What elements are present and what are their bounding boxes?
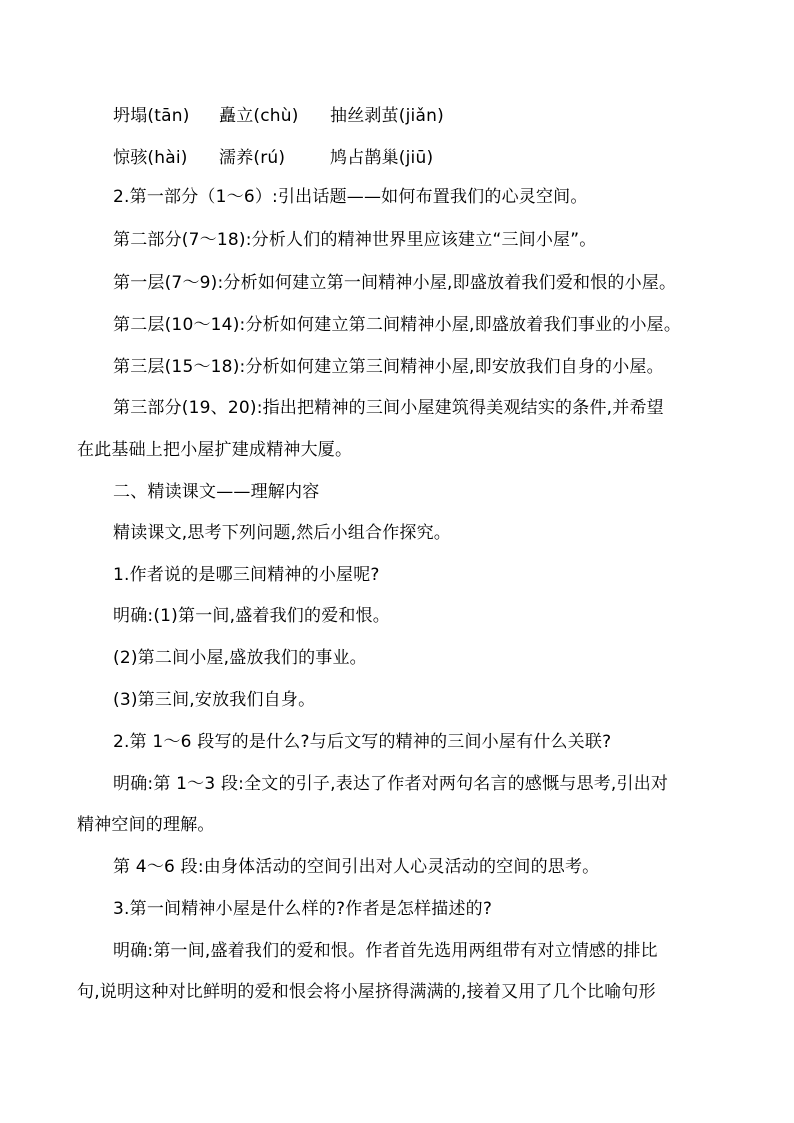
vocab-item: 濡养(rú)	[219, 148, 286, 168]
instruction-text: 精读课文,思考下列问题,然后小组合作探究。	[113, 523, 452, 543]
structure-part-3: 第三部分(19、20):指出把精神的三间小屋建筑得美观结实的条件,并希望	[113, 398, 664, 418]
structure-layer-2: 第二层(10～14):分析如何建立第二间精神小屋,即盛放着我们事业的小屋。	[113, 315, 682, 335]
question-2: 2.第 1～6 段写的是什么?与后文写的精神的三间小屋有什么关联?	[113, 732, 612, 752]
answer-line: (2)第二间小屋,盛放我们的事业。	[113, 648, 367, 668]
answer-line: 精神空间的理解。	[77, 815, 215, 835]
vocab-item: 抽丝剥茧(jiǎn)	[330, 106, 444, 126]
question-1: 1.作者说的是哪三间精神的小屋呢?	[113, 565, 380, 585]
structure-layer-3: 第三层(15～18):分析如何建立第三间精神小屋,即安放我们自身的小屋。	[113, 357, 664, 377]
answer-line: 第 4～6 段:由身体活动的空间引出对人心灵活动的空间的思考。	[113, 857, 600, 877]
paragraph-line: 在此基础上把小屋扩建成精神大厦。	[77, 440, 353, 460]
question-3: 3.第一间精神小屋是什么样的?作者是怎样描述的?	[113, 899, 493, 919]
answer-line: 明确:(1)第一间,盛着我们的爱和恨。	[113, 606, 391, 626]
vocab-item: 鸠占鹊巢(jiū)	[330, 148, 434, 168]
vocab-item: 矗立(chù)	[219, 106, 299, 126]
vocab-item: 坍塌(tān)	[113, 106, 190, 126]
answer-line: 明确:第一间,盛着我们的爱和恨。作者首先选用两组带有对立情感的排比	[113, 941, 658, 961]
structure-layer-1: 第一层(7～9):分析如何建立第一间精神小屋,即盛放着我们爱和恨的小屋。	[113, 273, 677, 293]
answer-line: (3)第三间,安放我们自身。	[113, 690, 316, 710]
structure-part-1: 2.第一部分（1～6）:引出话题——如何布置我们的心灵空间。	[113, 187, 588, 207]
vocab-item: 惊骇(hài)	[113, 148, 188, 168]
structure-part-2: 第二部分(7～18):分析人们的精神世界里应该建立“三间小屋”。	[113, 230, 597, 250]
answer-line: 句,说明这种对比鲜明的爱和恨会将小屋挤得满满的,接着又用了几个比喻句形	[77, 982, 656, 1002]
answer-line: 明确:第 1～3 段:全文的引子,表达了作者对两句名言的感慨与思考,引出对	[113, 774, 669, 794]
section-heading: 二、精读课文——理解内容	[113, 482, 320, 502]
